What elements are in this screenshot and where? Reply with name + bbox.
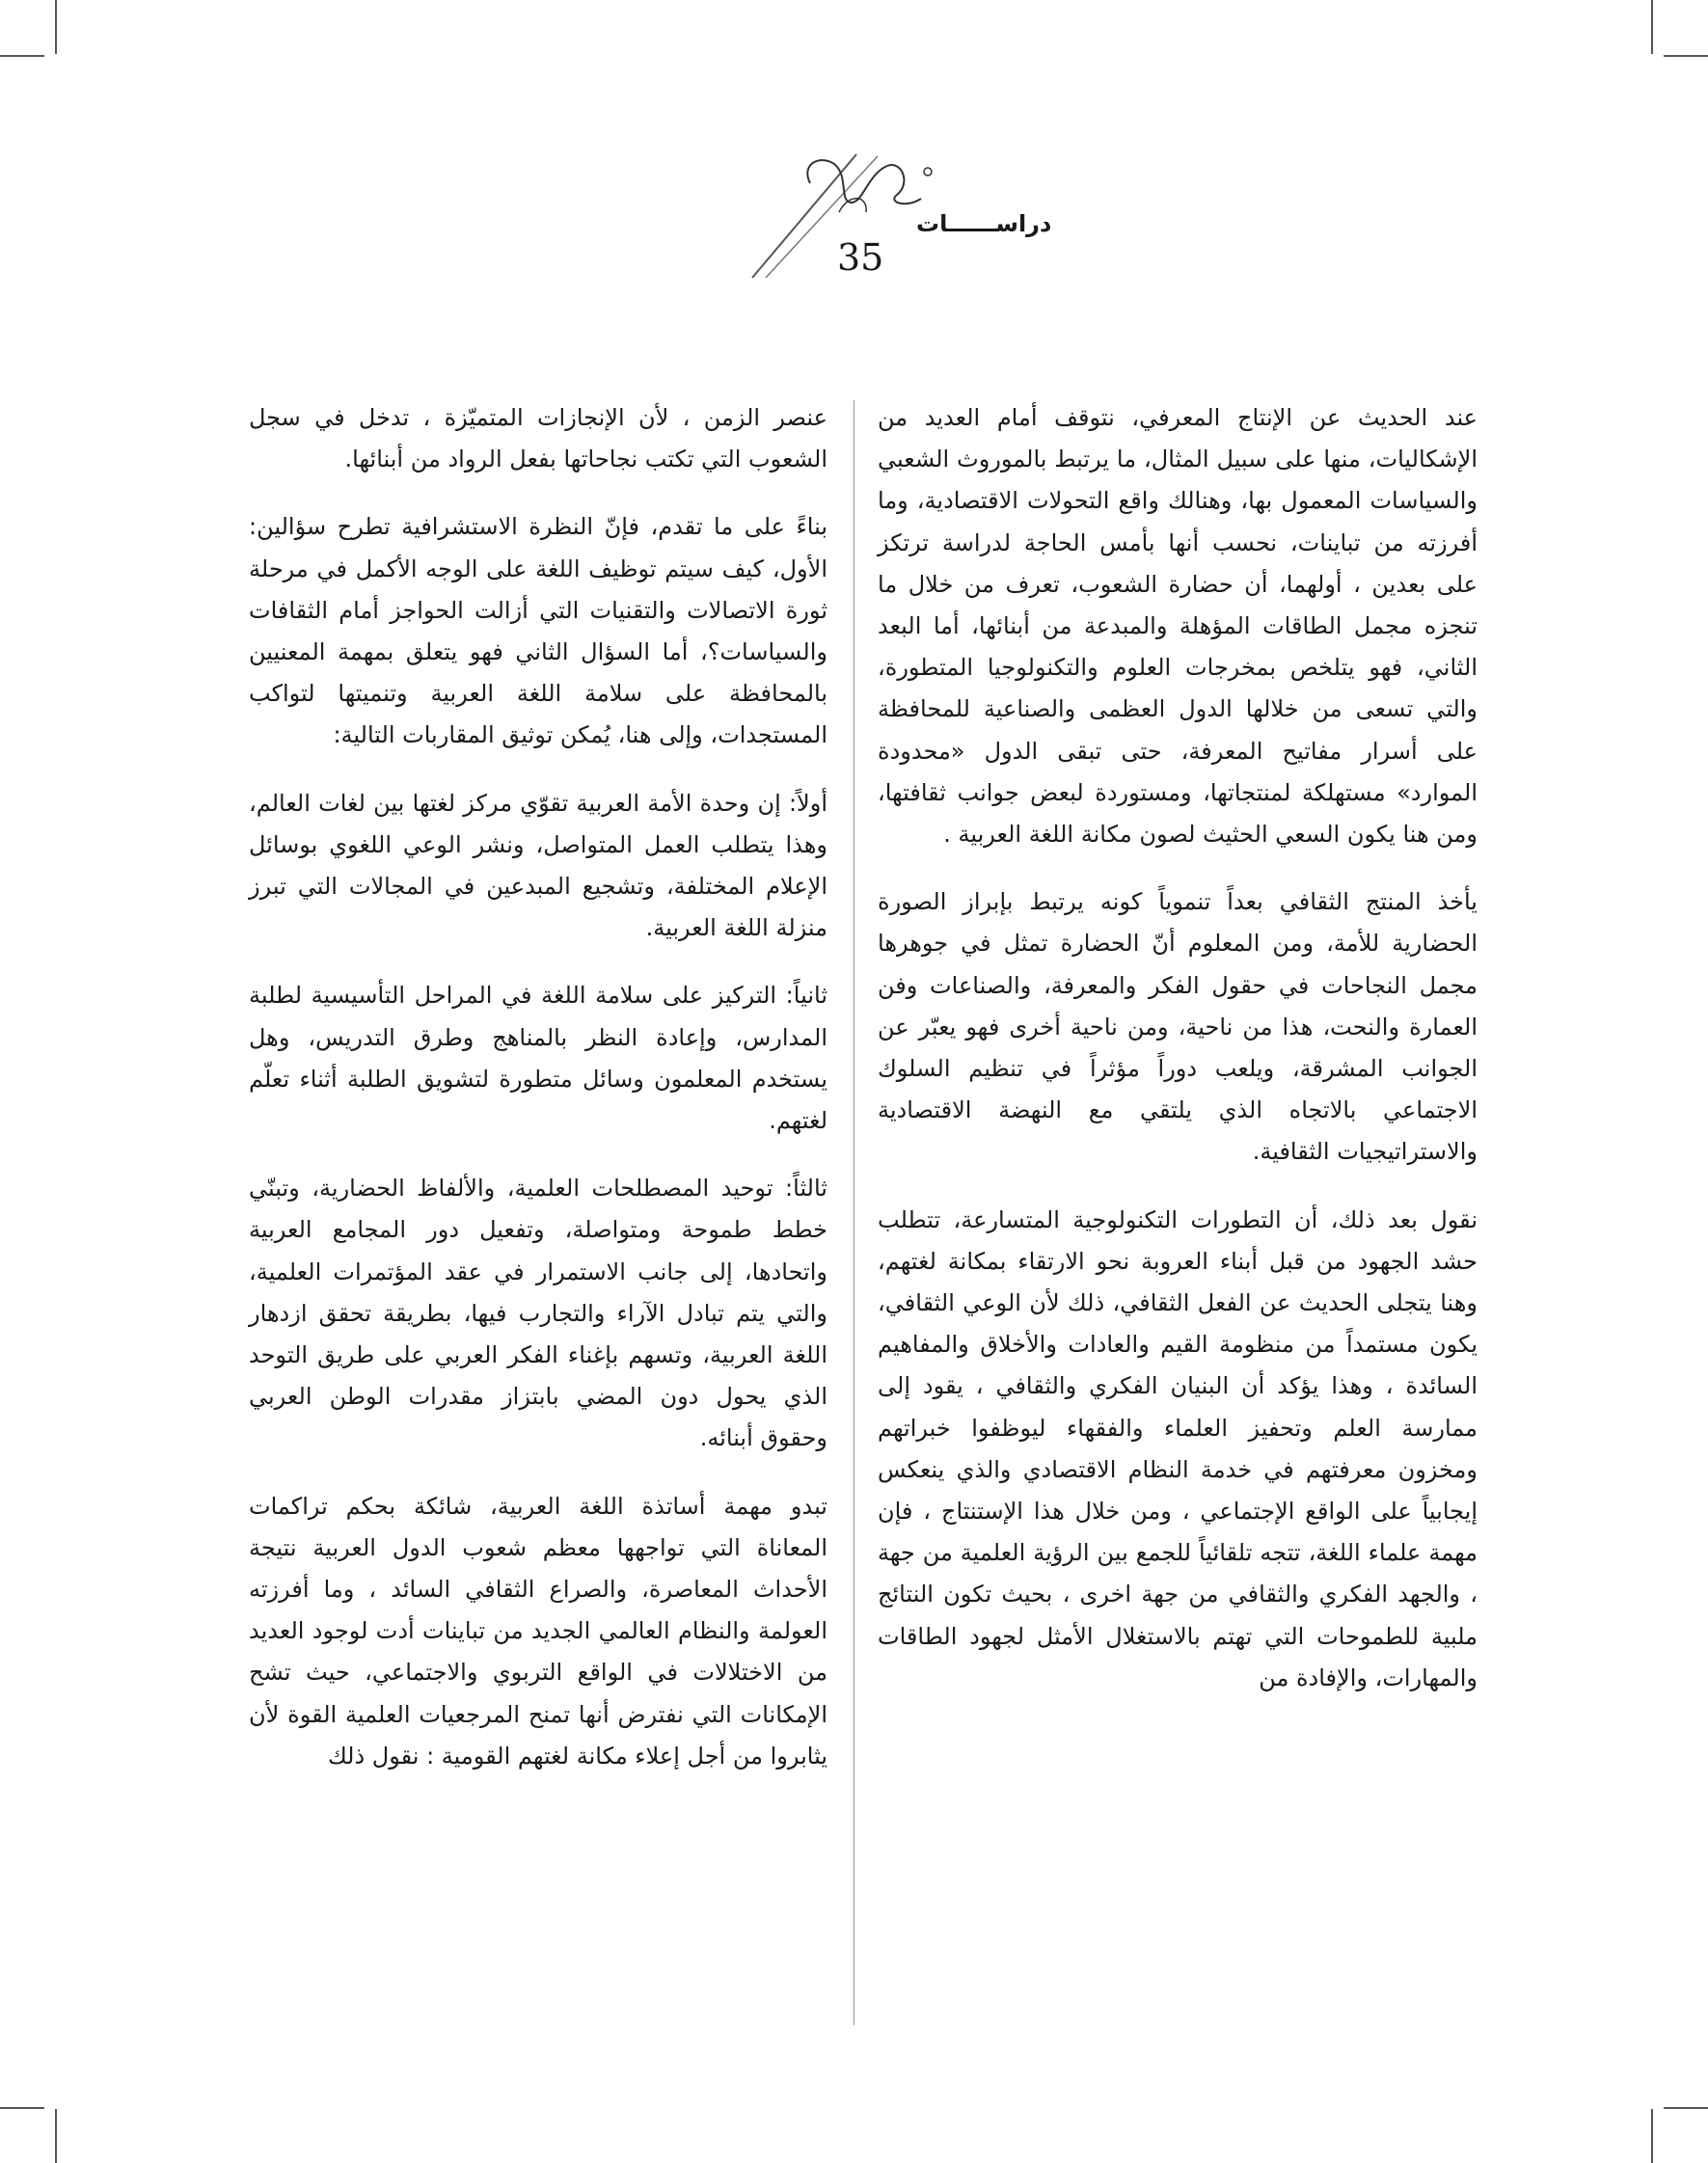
paragraph: ثالثاً: توحيد المصطلحات العلمية، والألفاظ الحضارية، وتبنّي خطط طموحة ومتواصلة، وتفعيل دور المجامع العربية واتحادها، إلى جانب الاستمرار في عقد المؤتمرات العلمية، والتي يتم تبادل الآراء والتجارب فيها، بطريقة تحقق ازدهار اللغة العربية، وتسهم بإغناء الفكر العربي على طريق التوحد الذي يحول دون المضي بابتزاز مقدرات الوطن العربي وحقوق أبنائه. — [249, 1175, 827, 1452]
paragraph: يأخذ المنتج الثقافي بعداً تنموياً كونه يرتبط بإبراز الصورة الحضارية للأمة، ومن المعلوم أنّ الحضارة تمثل في جوهرها مجمل النجاحات في حقول الفكر والمعرفة، والصناعات وفن العمارة والنحت، هذا من ناحية، ومن ناحية أخرى فهو يعبّر عن الجوانب المشرقة، ويلعب دوراً مؤثراً في تنظيم السلوك الاجتماعي بالاتجاه الذي يلتقي مع النهضة الاقتصادية والاستراتيجيات الثقافية. — [878, 888, 1478, 1166]
crop-mark — [55, 0, 57, 54]
paragraph: تبدو مهمة أساتذة اللغة العربية، شائكة بحكم تراكمات المعاناة التي تواجهها معظم شعوب الدول العربية نتيجة الأحداث المعاصرة، والصراع الثقافي السائد ، وما أفرزته العولمة والنظام العالمي الجديد من تباينات أدت لوجود العديد من الاختلالات في الواقع التربوي والاجتماعي، حيث تشح الإمكانات التي نفترض أنها تمنح المرجعيات العلمية القوة لأن يثابروا من أجل إعلاء مكانة لغتهم القومية : نقول ذلك — [249, 1492, 827, 1770]
paragraph: نقول بعد ذلك، أن التطورات التكنولوجية المتسارعة، تتطلب حشد الجهود من قبل أبناء العروبة نحو الارتقاء بمكانة لغتهم، وهنا يتجلى الحديث عن الفعل الثقافي، ذلك لأن الوعي الثقافي، يكون مستمداً من منظومة القيم والعادات والأخلاق والمفاهيم السائدة ، وهذا يؤكد أن البنيان الفكري والثقافي ، يقود إلى ممارسة العلم وتحفيز العلماء والفقهاء ليوظفوا خبراتهم ومخزون معرفتهم في خدمة النظام الاقتصادي والذي ينعكس إيجابياً على الواقع الإجتماعي ، ومن خلال هذا الإستنتاج ، فإن مهمة علماء اللغة، تتجه تلقائياً للجمع بين الرؤية العلمية من جهة ، والجهد الفكري والثقافي من جهة اخرى ، بحيث تكون النتائج ملبية للطموحات التي تهتم بالاستغلال الأمثل لجهود الطاقات والمهارات، والإفادة من — [878, 1205, 1478, 1691]
crop-mark — [1664, 2107, 1708, 2109]
paragraph: بناءً على ما تقدم، فإنّ النظرة الاستشرافية تطرح سؤالين: الأول، كيف سيتم توظيف اللغة على الوجه الأكمل في مرحلة ثورة الاتصالات والتقنيات التي أزالت الحواجز أمام الثقافات والسياسات؟، أما السؤال الثاني فهو يتعلق بمهمة المعنيين بالمحافظة على سلامة اللغة العربية وتنميتها لتواكب المستجدات، وإلى هنا، يُمكن توثيق المقاربات التالية: — [249, 513, 827, 749]
crop-mark — [0, 55, 44, 57]
page-number: 35 — [837, 236, 884, 279]
page-header — [714, 145, 1052, 289]
crop-mark — [1664, 55, 1708, 57]
section-label: دراســــــات — [916, 210, 1052, 237]
crop-mark — [1651, 0, 1653, 54]
paragraph: عند الحديث عن الإنتاج المعرفي، نتوقف أمام العديد من الإشكاليات، منها على سبيل المثال، ما يرتبط بالموروث الشعبي والسياسات المعمول بها، وهنالك واقع التحولات الاقتصادية، وما أفرزته من تباينات، نحسب أنها بأمس الحاجة لدراسة ترتكز على بعدين ، أولهما، أن حضارة الشعوب، تعرف من خلال ما تنجزه مجمل الطاقات المؤهلة والمبدعة من أبنائها، أما البعد الثاني، فهو يتلخص بمخرجات العلوم والتكنولوجيا المتطورة، والتي تسعى من خلالها الدول العظمى والصناعية للمحافظة على أسرار مفاتيح المعرفة، حتى تبقى الدول «محدودة الموارد» مستهلكة لمنتجاتها، ومستوردة لبعض جوانب ثقافتها، ومن هنا يكون السعي الحثيث لصون مكانة اللغة العربية . — [878, 404, 1478, 849]
paragraph: ثانياً: التركيز على سلامة اللغة في المراحل التأسيسية لطلبة المدارس، وإعادة النظر بالمناهج وطرق التدريس، وهل يستخدم المعلمون وسائل متطورة لتشويق الطلبة أثناء تعلّم لغتهم. — [249, 982, 827, 1135]
crop-mark — [1651, 2109, 1653, 2163]
crop-mark — [0, 2107, 44, 2109]
right-column — [878, 397, 1478, 2027]
left-column — [249, 397, 827, 2027]
paragraph: أولاً: إن وحدة الأمة العربية تقوّي مركز لغتها بين لغات العالم، وهذا يتطلب العمل المتواصل، ونشر الوعي اللغوي بوسائل الإعلام المختلفة، وتشجيع المبدعين في المجالات التي تبرز منزلة اللغة العربية. — [249, 789, 827, 942]
crop-mark — [55, 2109, 57, 2163]
paragraph: عنصر الزمن ، لأن الإنجازات المتميّزة ، تدخل في سجل الشعوب التي تكتب نجاحاتها بفعل الرواد من أبنائها. — [249, 404, 827, 473]
